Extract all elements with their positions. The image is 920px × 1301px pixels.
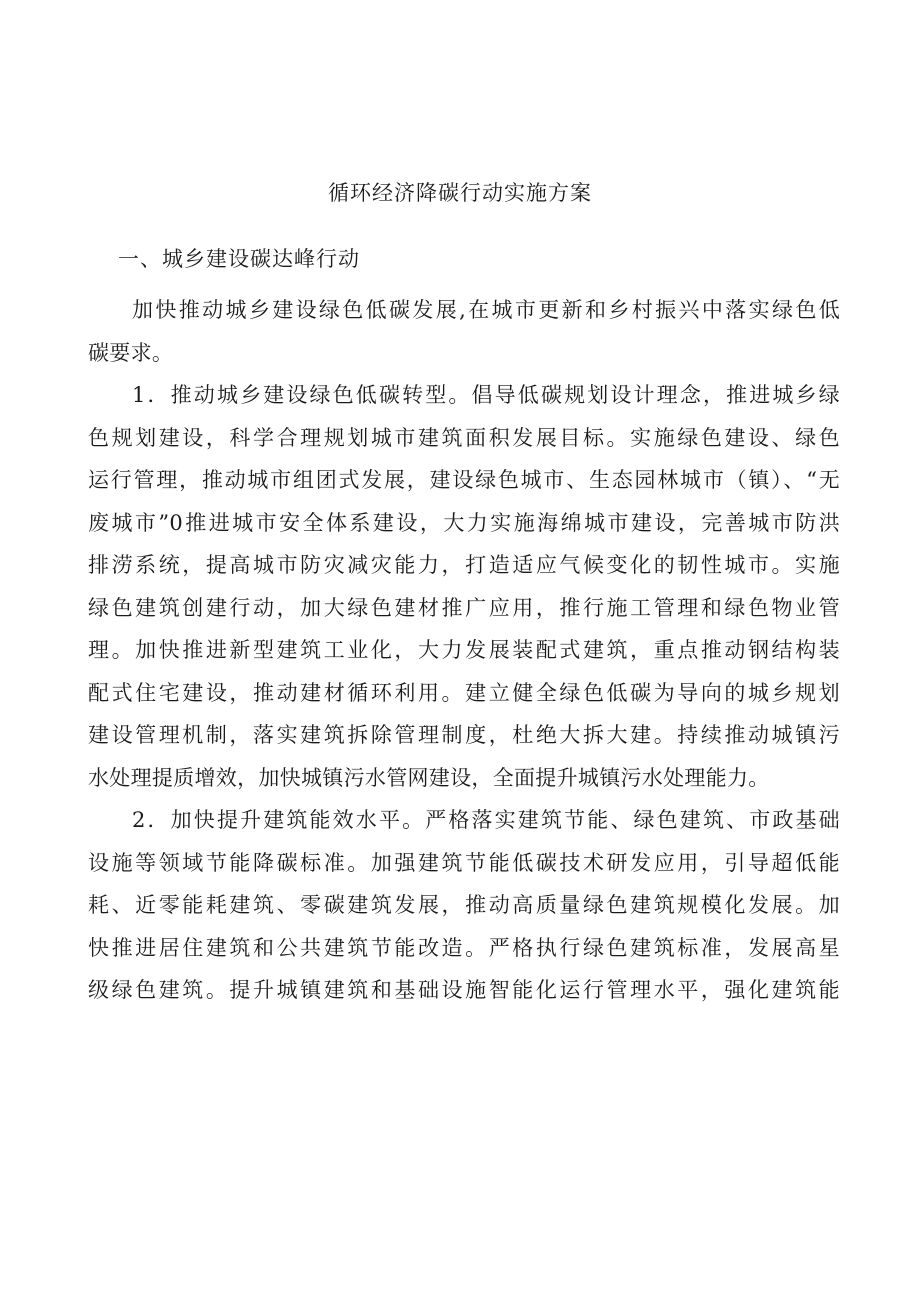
- text-line: 建设管理机制，落实建筑拆除管理制度，杜绝大拆大建。持续推动城镇污: [88, 723, 840, 747]
- text-line: 2．加快提升建筑能效水平。严格落实建筑节能、绿色建筑、市政基础: [132, 808, 840, 832]
- text-line: 设施等领域节能降碳标准。加强建筑节能低碳技术研发应用，引导超低能: [88, 850, 840, 875]
- text-line: 碳要求。: [88, 340, 174, 365]
- text-line: 配式住宅建设，推动建材循环利用。建立健全绿色低碳为导向的城乡规划: [88, 680, 840, 705]
- text-line: 废城市”0推进城市安全体系建设，大力实施海绵城市建设，完善城市防洪: [88, 510, 840, 535]
- text-line: 耗、近零能耗建筑、零碳建筑发展，推动高质量绿色建筑规模化发展。加: [88, 893, 840, 917]
- text-line: 快推进居住建筑和公共建筑节能改造。严格执行绿色建筑标准，发展高星: [88, 935, 840, 960]
- text-line: 色规划建设，科学合理规划城市建筑面积发展目标。实施绿色建设、绿色: [88, 425, 840, 450]
- text-line: 理。加快推进新型建筑工业化，大力发展装配式建筑，重点推动钢结构装: [88, 638, 840, 662]
- text-line: 水处理提质增效，加快城镇污水管网建设，全面提升城镇污水处理能力。: [88, 765, 770, 790]
- text-line: 排涝系统，提高城市防灾减灾能力，打造适应气候变化的韧性城市。实施: [88, 553, 840, 577]
- paragraph-item-2: [88, 799, 840, 1012]
- paragraph-item-1: [88, 374, 840, 799]
- text-line: 绿色建筑创建行动，加大绿色建材推广应用，推行施工管理和绿色物业管: [88, 595, 840, 620]
- document-body: [88, 289, 840, 1012]
- text-line: 运行管理，推动城市组团式发展，建设绿色城市、生态园林城市（镇）、“无: [88, 468, 840, 492]
- document-title: 循环经济降碳行动实施方案: [328, 181, 592, 205]
- text-line: 加快推动城乡建设绿色低碳发展,在城市更新和乡村振兴中落实绿色低: [132, 298, 840, 322]
- text-line: 级绿色建筑。提升城镇建筑和基础设施智能化运行管理水平，强化建筑能: [88, 978, 840, 1002]
- paragraph-intro: [88, 289, 840, 374]
- text-line: 1．推动城乡建设绿色低碳转型。倡导低碳规划设计理念，推进城乡绿: [132, 383, 840, 407]
- section-heading: 一、城乡建设碳达峰行动: [118, 247, 360, 271]
